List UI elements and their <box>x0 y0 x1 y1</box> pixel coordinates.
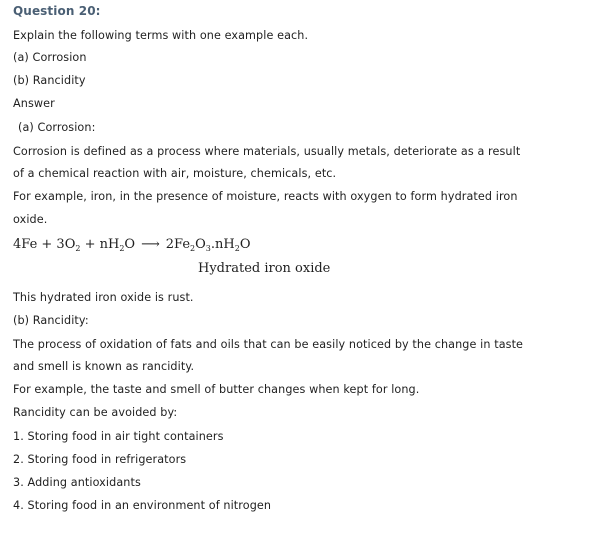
question-part-a: (a) Corrosion <box>13 51 87 64</box>
question-part-b: (b) Rancidity <box>13 74 86 87</box>
reaction-arrow-icon: ⟶ <box>141 237 160 252</box>
rancidity-heading: (b) Rancidity: <box>13 314 89 327</box>
list-item: 4. Storing food in an environment of nitrogen <box>13 499 272 512</box>
corrosion-example-line-2: oxide. <box>13 213 48 226</box>
corrosion-definition-line-2: of a chemical reaction with air, moisture, chemicals, etc. <box>13 167 337 180</box>
question-heading: Question 20: <box>13 4 101 18</box>
question-prompt: Explain the following terms with one example each. <box>13 29 309 42</box>
corrosion-conclusion: This hydrated iron oxide is rust. <box>13 291 194 304</box>
rancidity-definition-line-1: The process of oxidation of fats and oils that can be easily noticed by the change in taste <box>13 338 524 351</box>
rancidity-definition-line-2: and smell is known as rancidity. <box>13 360 195 373</box>
corrosion-heading: (a) Corrosion: <box>18 121 96 134</box>
rancidity-example: For example, the taste and smell of butter changes when kept for long. <box>13 383 420 396</box>
corrosion-definition-line-1: Corrosion is defined as a process where materials, usually metals, deteriorate as a result <box>13 145 521 158</box>
rust-equation: $4Fe + 3O_2 + nH_2O$ ⟶ $2Fe_2O_3.nH_2O$ <box>13 237 251 253</box>
list-item: 3. Adding antioxidants <box>13 476 141 489</box>
corrosion-example-line-1: For example, iron, in the presence of moisture, reacts with oxygen to form hydrated iron <box>13 190 518 203</box>
rancidity-avoid-intro: Rancidity can be avoided by: <box>13 406 178 419</box>
list-item: 2. Storing food in refrigerators <box>13 453 187 466</box>
list-item: 1. Storing food in air tight containers <box>13 430 224 443</box>
equation-caption: Hydrated iron oxide <box>198 261 331 276</box>
answer-label: Answer <box>13 97 55 110</box>
